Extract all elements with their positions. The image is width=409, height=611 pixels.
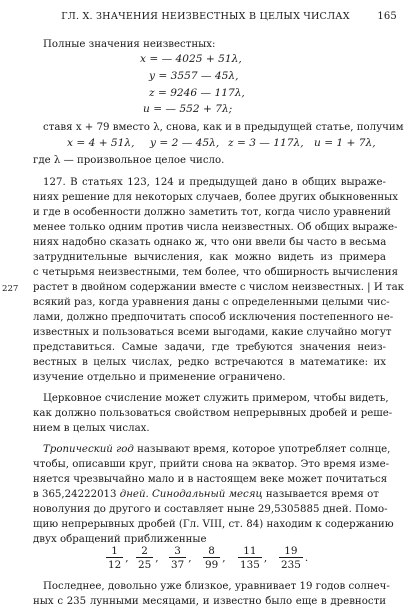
tropical-paragraph-line: двух обращений приближенные: [33, 534, 207, 545]
paragraph-127-line: ниях решение для некоторых случаев, более других обыкновенных: [33, 192, 399, 203]
fraction: $\frac{11}{135}$ ,: [240, 545, 268, 571]
fraction: $\frac{3}{37}$ ,: [171, 545, 192, 571]
term-synodic-month: Синодальный месяц: [152, 489, 263, 500]
fraction: $\frac{19}{235}$ .: [281, 545, 309, 571]
short-solution-y: [150, 137, 219, 149]
paragraph-127-line: затруднительные вычисления, как можно видеть из примера: [33, 252, 386, 263]
fraction-denominator: 135: [240, 559, 260, 571]
church-paragraph-line: нием в целых числах.: [33, 423, 150, 434]
fraction-numerator: 2: [141, 545, 148, 557]
tropical-paragraph-line: новолуния до другого и составляет ныне 29,5305885 дней. Помо-: [33, 504, 388, 515]
year-value: в 365,24222013: [33, 489, 120, 500]
short-solution-u: [314, 137, 376, 149]
paragraph-127-line: изучение отдельно и применение ограничено.: [33, 372, 286, 383]
term-tropical-year: Тропический год: [43, 444, 134, 455]
short-solution-z: [228, 137, 304, 149]
fraction-denominator: 235: [281, 559, 301, 571]
fraction: $\frac{2}{25}$ ,: [138, 545, 159, 571]
church-paragraph-line: как должно пользоваться свойством непрерывных дробей и реше-: [33, 408, 393, 419]
fraction: $\frac{1}{12}$ ,: [108, 545, 129, 571]
fraction-numerator: 8: [208, 545, 215, 557]
short-solution-u-text: u = 1 + 7λ,: [314, 137, 376, 149]
fraction-denominator: 99: [205, 559, 219, 571]
separator: .: [145, 489, 152, 500]
paragraph-127-line: вестных в целых числах, редко встречаются в математике: их: [33, 357, 386, 368]
closing-paragraph-line: Последнее, довольно уже близкое, уравнивает 19 годов солнеч-: [43, 581, 390, 592]
fraction-denominator: 37: [171, 559, 185, 571]
fraction-numerator: 1: [111, 545, 118, 557]
tropical-paragraph-line: чтобы, описавши круг, прийти снова на экватор. Это время изме-: [33, 459, 390, 470]
paragraph-127-line: лами, должно предпочитать способ исключения постепенного не-: [33, 312, 394, 323]
tropical-paragraph-line: щию непрерывных дробей (Гл. VIII, ст. 84) находим к содержанию: [33, 519, 394, 530]
paragraph-127-line: ниях надобно сказать однако ж, что они ввели бы часто в весьма: [33, 237, 387, 248]
fraction-numerator: 11: [243, 545, 257, 557]
paragraph-127-line: 127. В статьях 123, 124 и предыдущей дано в общих выраже-: [43, 177, 386, 188]
fraction-denominator: 25: [138, 559, 152, 571]
church-paragraph-line: Церковное счисление может служить примером, чтобы видеть,: [43, 393, 389, 404]
closing-paragraph-line: ных с 235 лунными месяцами, и известно было еще в древности: [33, 596, 386, 607]
equation-z: z = 9246 — 117λ,: [149, 87, 245, 99]
tropical-line-rest: называют время, которое употребляет солнце,: [133, 444, 391, 455]
paragraph-127-line: с четырьмя неизвестными, тем более, что обширность вычисления: [33, 267, 398, 278]
equation-x: x = — 4025 + 51λ,: [140, 53, 242, 65]
page-number: 165: [377, 11, 397, 22]
short-solution-x: [67, 137, 135, 149]
chapter-title: ГЛ. X. ЗНАЧЕНИЯ НЕИЗВЕСТНЫХ В ЦЕЛЫХ ЧИСЛАХ: [61, 11, 350, 22]
fraction: $\frac{8}{99}$ ,: [205, 545, 226, 571]
paragraph-127-line: растет в двойном содержании вместе с числом неизвестных. | И так: [33, 282, 405, 293]
tropical-paragraph-line: [43, 443, 391, 457]
fraction-numerator: 19: [284, 545, 298, 557]
paragraph-127-line: известных и пользоваться всеми выгодами, какие случайно могут: [33, 327, 392, 338]
tropical-paragraph-line: [33, 488, 386, 502]
word-days: дней: [119, 489, 146, 500]
short-solution-x-text: x = 4 + 51λ,: [67, 137, 135, 149]
synodic-rest: называется время от: [262, 489, 379, 500]
paragraph-127-line: представиться. Самые задачи, где требуются значения неиз-: [33, 342, 386, 353]
paragraph-127-line: и где в особенности должно заметить тот, когда число уравнений: [33, 207, 391, 218]
paragraph-127-line: менее только одним против числа неизвестных. Об общих выраже-: [33, 222, 398, 233]
lambda-note: где λ — произвольное целое число.: [33, 155, 225, 166]
after-equations-line: ставя x + 79 вместо λ, снова, как и в предыдущей статье, получим: [43, 122, 404, 133]
running-header: [44, 11, 397, 25]
short-solution-y-text: y = 2 — 45λ,: [150, 137, 220, 149]
fraction-numerator: 3: [174, 545, 181, 557]
fraction-denominator: 12: [108, 559, 122, 571]
paragraph-127-line: всякий раз, когда уравнения даны с определенными целыми чис-: [33, 297, 390, 308]
equation-u: u = — 552 + 7λ;: [143, 103, 233, 115]
intro-line: Полные значения неизвестных:: [43, 39, 216, 50]
margin-number: 227: [2, 284, 19, 294]
tropical-paragraph-line: няется чрезвычайно мало и в настоящем веке может почитаться: [33, 474, 388, 485]
short-solution-z-text: z = 3 — 117λ,: [228, 137, 304, 149]
equation-y: y = 3557 — 45λ,: [149, 70, 239, 82]
